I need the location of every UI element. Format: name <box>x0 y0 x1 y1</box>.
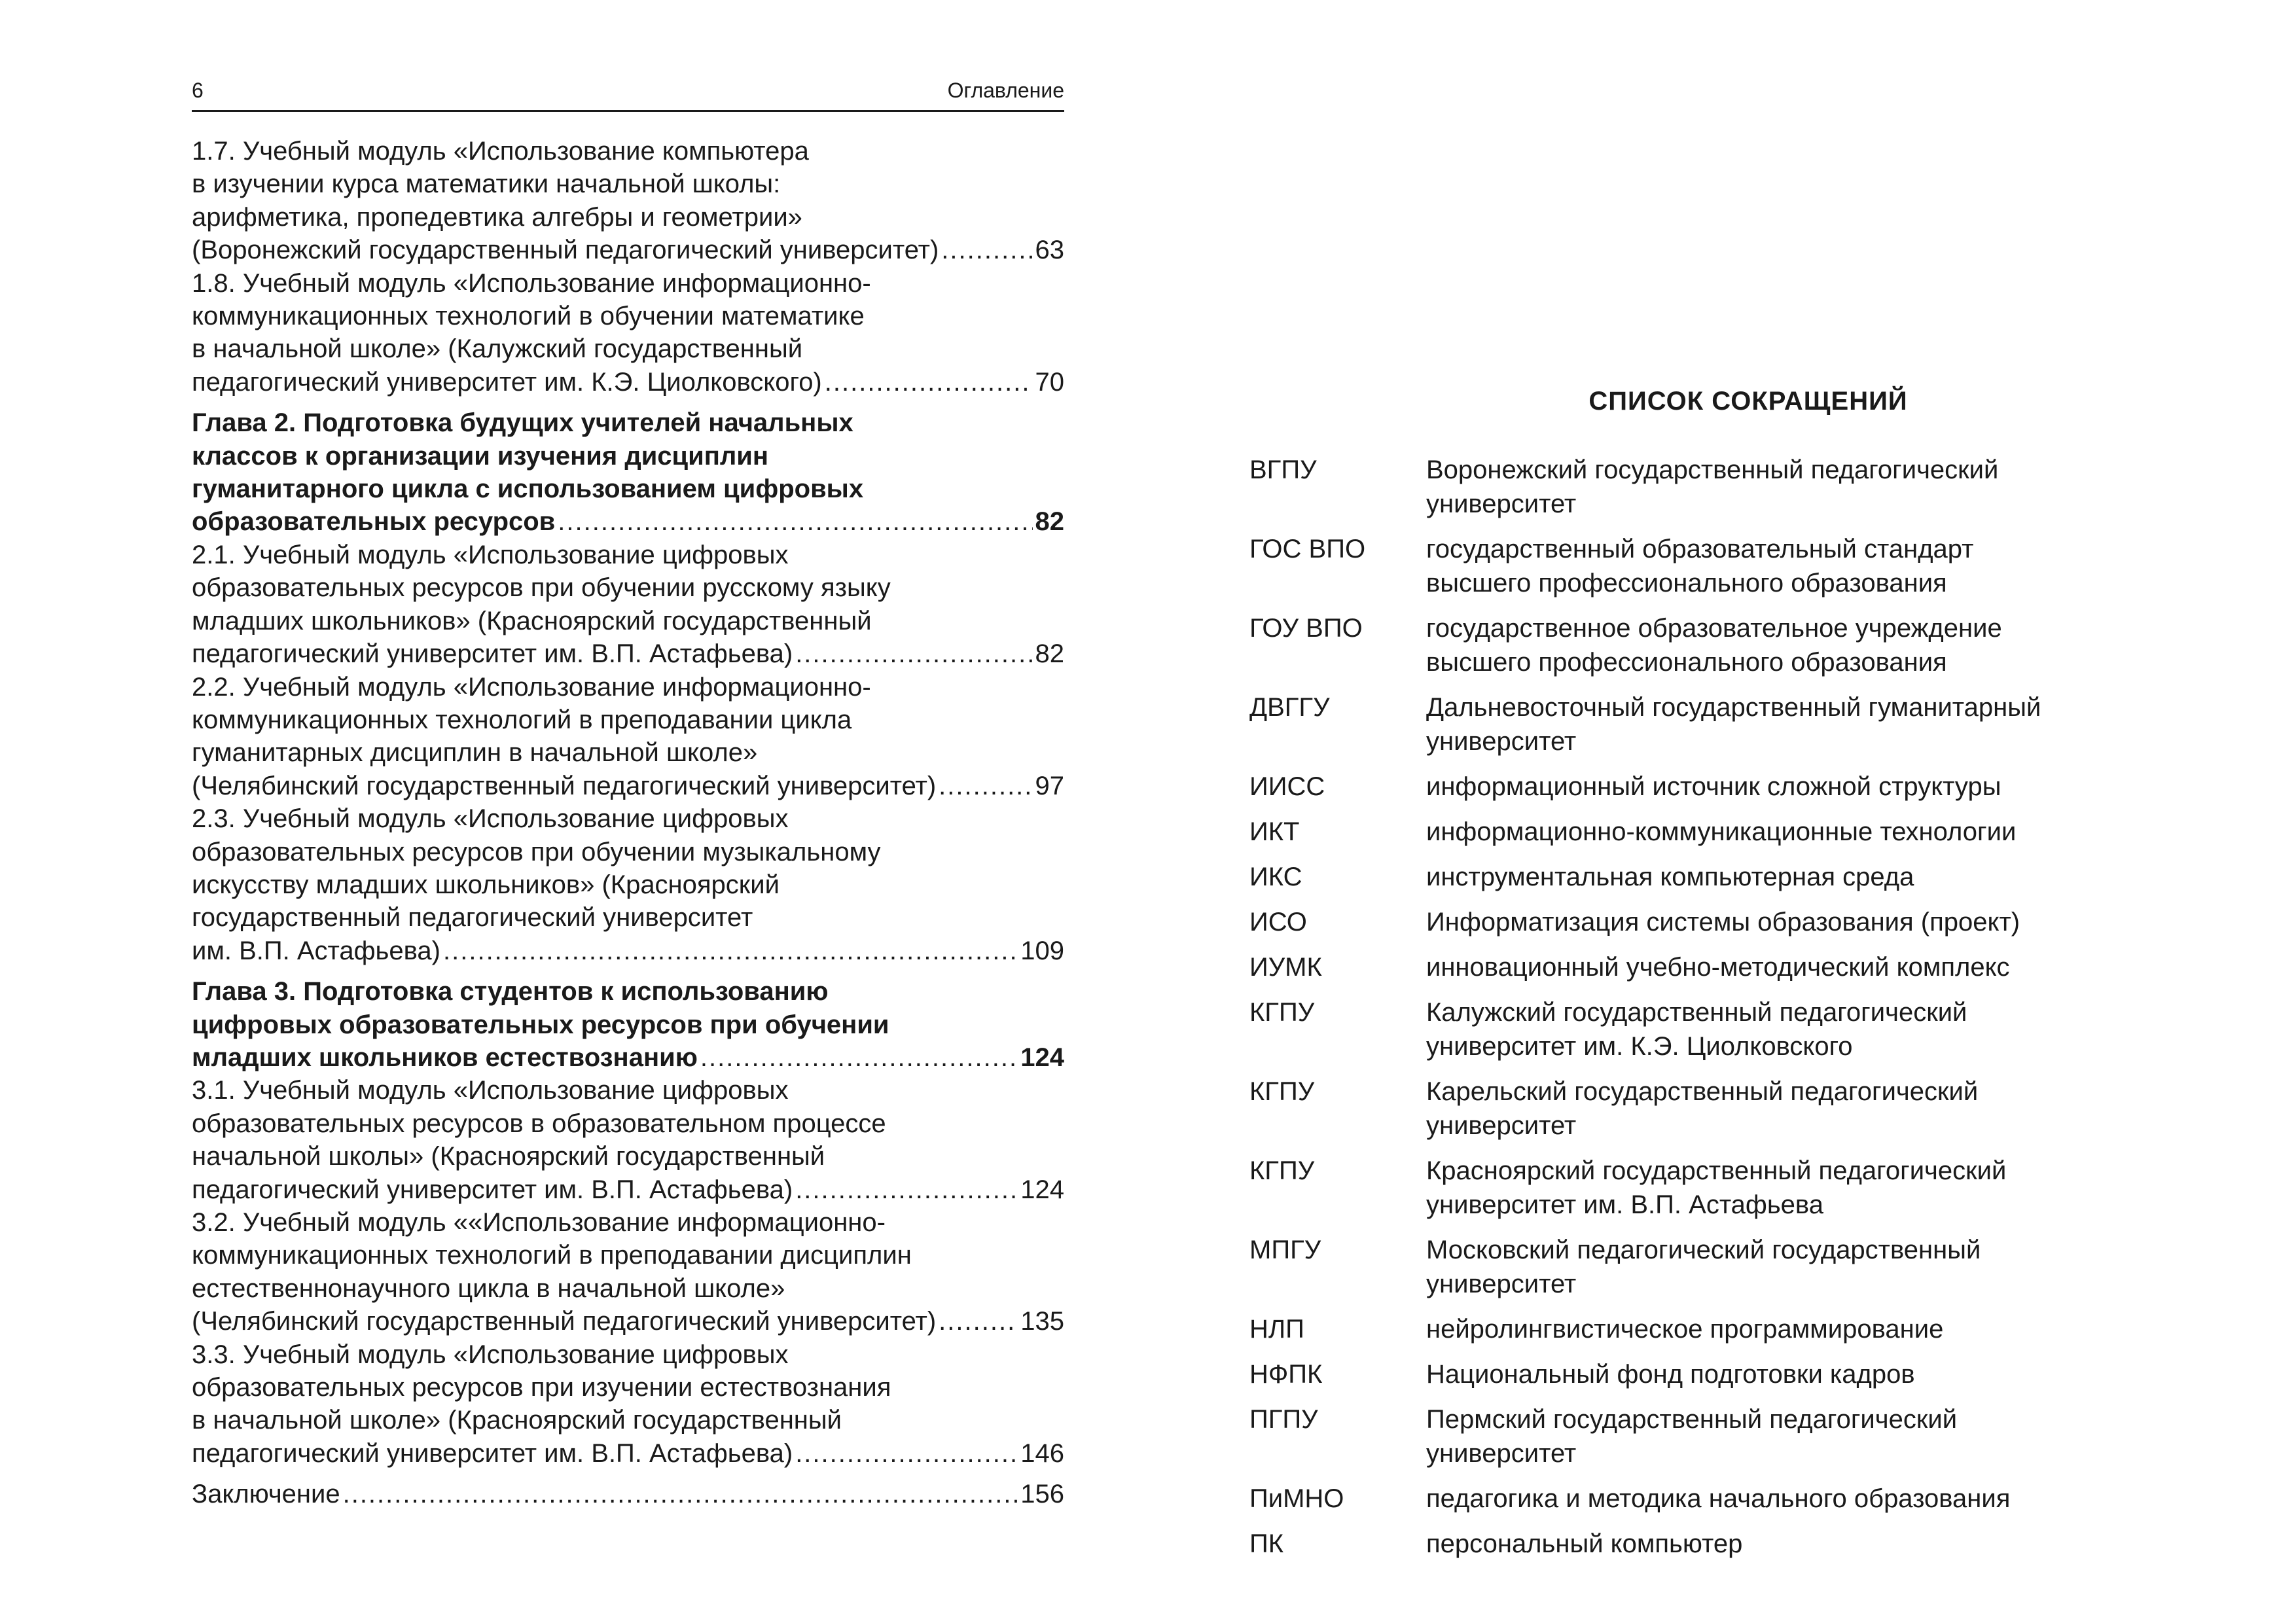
toc-entry-title-end: педагогический университет им. В.П. Астафьева) <box>192 639 793 669</box>
dot-leader <box>558 505 1032 538</box>
definition-line: педагогика и методика начального образования <box>1426 1484 2011 1513</box>
dot-leader <box>939 770 1032 802</box>
abbreviation: ИУМК <box>1249 953 1322 982</box>
definition-line: Карельский государственный педагогический <box>1426 1077 1979 1106</box>
toc-entry-line: Глава 2. Подготовка будущих учителей начальных <box>192 408 853 438</box>
abbreviation-definition <box>1426 611 2153 679</box>
abbreviation-definition <box>1426 1357 2153 1391</box>
toc-entry-line: 3.3. Учебный модуль «Использование цифровых <box>192 1340 789 1369</box>
toc-entry <box>192 135 1064 267</box>
toc-entry-line: образовательных ресурсов при обучении музыкальному <box>192 837 881 866</box>
abbreviation-definition <box>1426 860 2153 894</box>
abbreviations-list <box>1249 453 2153 1572</box>
abbreviation-row <box>1249 532 2153 600</box>
definition-line: информационный источник сложной структуры <box>1426 772 2001 801</box>
abbreviation-definition <box>1426 1402 2153 1471</box>
dot-leader <box>795 1437 1018 1470</box>
abbreviation-row <box>1249 950 2153 984</box>
definition-line: Дальневосточный государственный гуманитарный <box>1426 693 2041 722</box>
toc-entry-line: гуманитарного цикла с использованием цифровых <box>192 474 864 504</box>
abbreviation-definition <box>1426 1075 2153 1143</box>
abbreviation-definition <box>1426 1154 2153 1222</box>
definition-line: Воронежский государственный педагогический <box>1426 455 1999 484</box>
abbreviation-definition <box>1426 770 2153 804</box>
abbreviation: НЛП <box>1249 1315 1304 1344</box>
abbreviation-row <box>1249 1482 2153 1516</box>
toc-page-number: 82 <box>1035 639 1064 669</box>
toc-entry-line: в изучении курса математики начальной школы: <box>192 169 781 199</box>
toc-entry-last-line <box>192 234 1064 266</box>
toc-entry-title-end: Заключение <box>192 1480 340 1509</box>
abbreviation-definition <box>1426 690 2153 758</box>
dot-leader <box>343 1478 1018 1510</box>
toc-entry-title-end: педагогический университет им. К.Э. Циолковского) <box>192 367 822 397</box>
abbreviation-row <box>1249 1233 2153 1301</box>
abbreviation-row <box>1249 770 2153 804</box>
toc-entry <box>192 539 1064 671</box>
abbreviation-definition <box>1426 1233 2153 1301</box>
definition-line: инструментальная компьютерная среда <box>1426 863 1914 891</box>
toc-entry-title-end: образовательных ресурсов <box>192 507 556 537</box>
toc-entry-line: искусству младших школьников» (Красноярский <box>192 870 780 899</box>
toc-entry-line: 3.1. Учебный модуль «Использование цифровых <box>192 1076 789 1105</box>
abbreviation: ПиМНО <box>1249 1484 1344 1513</box>
abbreviation-row <box>1249 905 2153 939</box>
abbreviation-row <box>1249 611 2153 679</box>
dot-leader <box>795 1173 1018 1206</box>
abbreviation-row <box>1249 815 2153 849</box>
toc-entry-line: естественнонаучного цикла в начальной школе» <box>192 1274 785 1303</box>
toc-entry-line: гуманитарных дисциплин в начальной школе» <box>192 738 758 768</box>
dot-leader <box>700 1041 1018 1074</box>
toc-entry-line: образовательных ресурсов при обучении русскому языку <box>192 573 891 603</box>
toc-entry-line: коммуникационных технологий в преподавании цикла <box>192 705 852 734</box>
abbreviation-definition <box>1426 950 2153 984</box>
toc-entry-line: 1.8. Учебный модуль «Использование информационно- <box>192 268 871 298</box>
toc-entry <box>192 1074 1064 1206</box>
toc-entry-line: младших школьников» (Красноярский государственный <box>192 606 872 635</box>
toc-page-number: 70 <box>1035 367 1064 397</box>
toc-entry <box>192 1338 1064 1471</box>
toc-entry <box>192 802 1064 967</box>
toc-entry-last-line <box>192 1437 1064 1470</box>
toc-page-number: 135 <box>1020 1307 1064 1336</box>
toc-entry-title-end: (Челябинский государственный педагогический университет) <box>192 1307 937 1336</box>
definition-line: государственное образовательное учреждение <box>1426 614 2002 643</box>
definition-line: инновационный учебно-методический комплекс <box>1426 953 2010 982</box>
definition-line: университет им. В.П. Астафьева <box>1426 1190 1823 1219</box>
toc-entry-last-line <box>192 1173 1064 1206</box>
running-header <box>192 76 1064 112</box>
abbreviation-row <box>1249 1075 2153 1143</box>
toc-page-number: 124 <box>1020 1043 1064 1072</box>
toc-entry-title-end: педагогический университет им. В.П. Астафьева) <box>192 1438 793 1468</box>
toc-entry-line: Глава 3. Подготовка студентов к использованию <box>192 977 829 1007</box>
abbreviation: ВГПУ <box>1249 455 1317 484</box>
definition-line: университет <box>1426 490 1577 518</box>
abbreviation: ИКС <box>1249 863 1302 891</box>
toc-entry-last-line <box>192 1305 1064 1338</box>
toc-entry-line: коммуникационных технологий в обучении математике <box>192 302 865 331</box>
definition-line: персональный компьютер <box>1426 1529 1743 1558</box>
definition-line: Национальный фонд подготовки кадров <box>1426 1360 1915 1389</box>
table-of-contents <box>192 135 1064 1511</box>
definition-line: университет <box>1426 727 1577 756</box>
abbreviation-definition <box>1426 905 2153 939</box>
definition-line: высшего профессионального образования <box>1426 648 1947 677</box>
toc-entry <box>192 671 1064 803</box>
toc-entry-line: образовательных ресурсов в образовательном процессе <box>192 1109 886 1138</box>
abbreviation-definition <box>1426 532 2153 600</box>
toc-entry-last-line <box>192 1478 1064 1510</box>
toc-entry <box>192 406 1064 539</box>
dot-leader <box>443 935 1018 967</box>
toc-entry-last-line <box>192 1041 1064 1074</box>
toc-entry-line: начальной школы» (Красноярский государственный <box>192 1142 825 1171</box>
abbreviation-row <box>1249 1312 2153 1346</box>
definition-line: информационно-коммуникационные технологии <box>1426 817 2017 846</box>
toc-page-number: 124 <box>1020 1175 1064 1204</box>
toc-entry-line: в начальной школе» (Калужский государственный <box>192 334 803 364</box>
toc-entry-line: 2.1. Учебный модуль «Использование цифровых <box>192 540 789 569</box>
toc-entry-line: 1.7. Учебный модуль «Использование компьютера <box>192 137 809 166</box>
abbreviations-title-text: СПИСОК СОКРАЩЕНИЙ <box>1588 387 1908 416</box>
abbreviation-definition <box>1426 995 2153 1063</box>
abbreviation-row <box>1249 690 2153 758</box>
abbreviation: ГОС ВПО <box>1249 535 1366 563</box>
toc-entry-line: классов к организации изучения дисциплин <box>192 441 769 471</box>
definition-line: университет им. К.Э. Циолковского <box>1426 1032 1853 1061</box>
abbreviation-definition <box>1426 815 2153 849</box>
abbreviation: ПГПУ <box>1249 1405 1318 1434</box>
abbreviation: МПГУ <box>1249 1236 1321 1264</box>
toc-entry-line: 2.2. Учебный модуль «Использование информационно- <box>192 672 871 702</box>
abbreviation-definition <box>1426 1312 2153 1346</box>
definition-line: Красноярский государственный педагогический <box>1426 1156 2007 1185</box>
toc-page-number: 146 <box>1020 1438 1064 1468</box>
definition-line: Пермский государственный педагогический <box>1426 1405 1958 1434</box>
abbreviation-row <box>1249 1527 2153 1561</box>
toc-entry-last-line <box>192 366 1064 399</box>
abbreviation-row <box>1249 453 2153 521</box>
toc-page-number: 109 <box>1020 936 1064 965</box>
right-page <box>1148 0 2296 1623</box>
toc-entry-last-line <box>192 770 1064 802</box>
toc-entry-line: образовательных ресурсов при изучении естествознания <box>192 1373 891 1402</box>
definition-line: университет <box>1426 1111 1577 1140</box>
header-title: Оглавление <box>947 79 1064 102</box>
toc-entry <box>192 1206 1064 1338</box>
definition-line: высшего профессионального образования <box>1426 569 1947 597</box>
toc-page-number: 82 <box>1035 507 1064 537</box>
abbreviation-row <box>1249 995 2153 1063</box>
abbreviation: ДВГГУ <box>1249 693 1330 722</box>
toc-page-number: 63 <box>1035 236 1064 265</box>
definition-line: университет <box>1426 1270 1577 1298</box>
toc-entry-line: 2.3. Учебный модуль «Использование цифровых <box>192 804 789 834</box>
toc-entry-line: в начальной школе» (Красноярский государственный <box>192 1406 842 1435</box>
abbreviation: ГОУ ВПО <box>1249 614 1363 643</box>
dot-leader <box>795 637 1032 670</box>
toc-page-number: 97 <box>1035 771 1064 800</box>
abbreviation-definition <box>1426 453 2153 521</box>
definition-line: Информатизация системы образования (проект) <box>1426 908 2020 936</box>
definition-line: Московский педагогический государственный <box>1426 1236 1981 1264</box>
toc-entry-line: арифметика, пропедевтика алгебры и геометрии» <box>192 202 802 232</box>
toc-entry-line: государственный педагогический университет <box>192 903 753 933</box>
abbreviation-definition <box>1426 1482 2153 1516</box>
toc-entry-title-end: младших школьников естествознанию <box>192 1043 698 1072</box>
toc-entry-last-line <box>192 637 1064 670</box>
toc-entry <box>192 1478 1064 1510</box>
abbreviation: ИКТ <box>1249 817 1300 846</box>
abbreviation: КГПУ <box>1249 998 1315 1027</box>
toc-entry-last-line <box>192 505 1064 538</box>
abbreviation-definition <box>1426 1527 2153 1561</box>
abbreviation: ИИСС <box>1249 772 1325 801</box>
toc-entry-last-line <box>192 935 1064 967</box>
toc-page-number: 156 <box>1020 1480 1064 1509</box>
abbreviation: КГПУ <box>1249 1077 1315 1106</box>
dot-leader <box>825 366 1033 399</box>
abbreviation-row <box>1249 860 2153 894</box>
toc-entry-title-end: им. В.П. Астафьева) <box>192 936 440 965</box>
toc-entry-line: 3.2. Учебный модуль ««Использование информационно- <box>192 1208 886 1237</box>
toc-entry <box>192 975 1064 1074</box>
definition-line: государственный образовательный стандарт <box>1426 535 1974 563</box>
toc-entry-title-end: (Воронежский государственный педагогический университет) <box>192 236 939 265</box>
abbreviations-title <box>1148 385 2296 418</box>
abbreviation-row <box>1249 1154 2153 1222</box>
abbreviation: КГПУ <box>1249 1156 1315 1185</box>
definition-line: университет <box>1426 1439 1577 1468</box>
toc-entry-title-end: (Челябинский государственный педагогический университет) <box>192 771 937 800</box>
toc-entry <box>192 267 1064 399</box>
toc-entry-line: цифровых образовательных ресурсов при обучении <box>192 1010 889 1039</box>
abbreviation: ПК <box>1249 1529 1284 1558</box>
abbreviation-row <box>1249 1357 2153 1391</box>
definition-line: Калужский государственный педагогический <box>1426 998 1967 1027</box>
dot-leader <box>941 234 1032 266</box>
abbreviation: ИСО <box>1249 908 1307 936</box>
definition-line: нейролингвистическое программирование <box>1426 1315 1944 1344</box>
toc-entry-line: коммуникационных технологий в преподавании дисциплин <box>192 1241 912 1270</box>
dot-leader <box>939 1305 1018 1338</box>
page-number: 6 <box>192 79 204 102</box>
toc-entry-title-end: педагогический университет им. В.П. Астафьева) <box>192 1175 793 1204</box>
abbreviation-row <box>1249 1402 2153 1471</box>
abbreviation: НФПК <box>1249 1360 1323 1389</box>
